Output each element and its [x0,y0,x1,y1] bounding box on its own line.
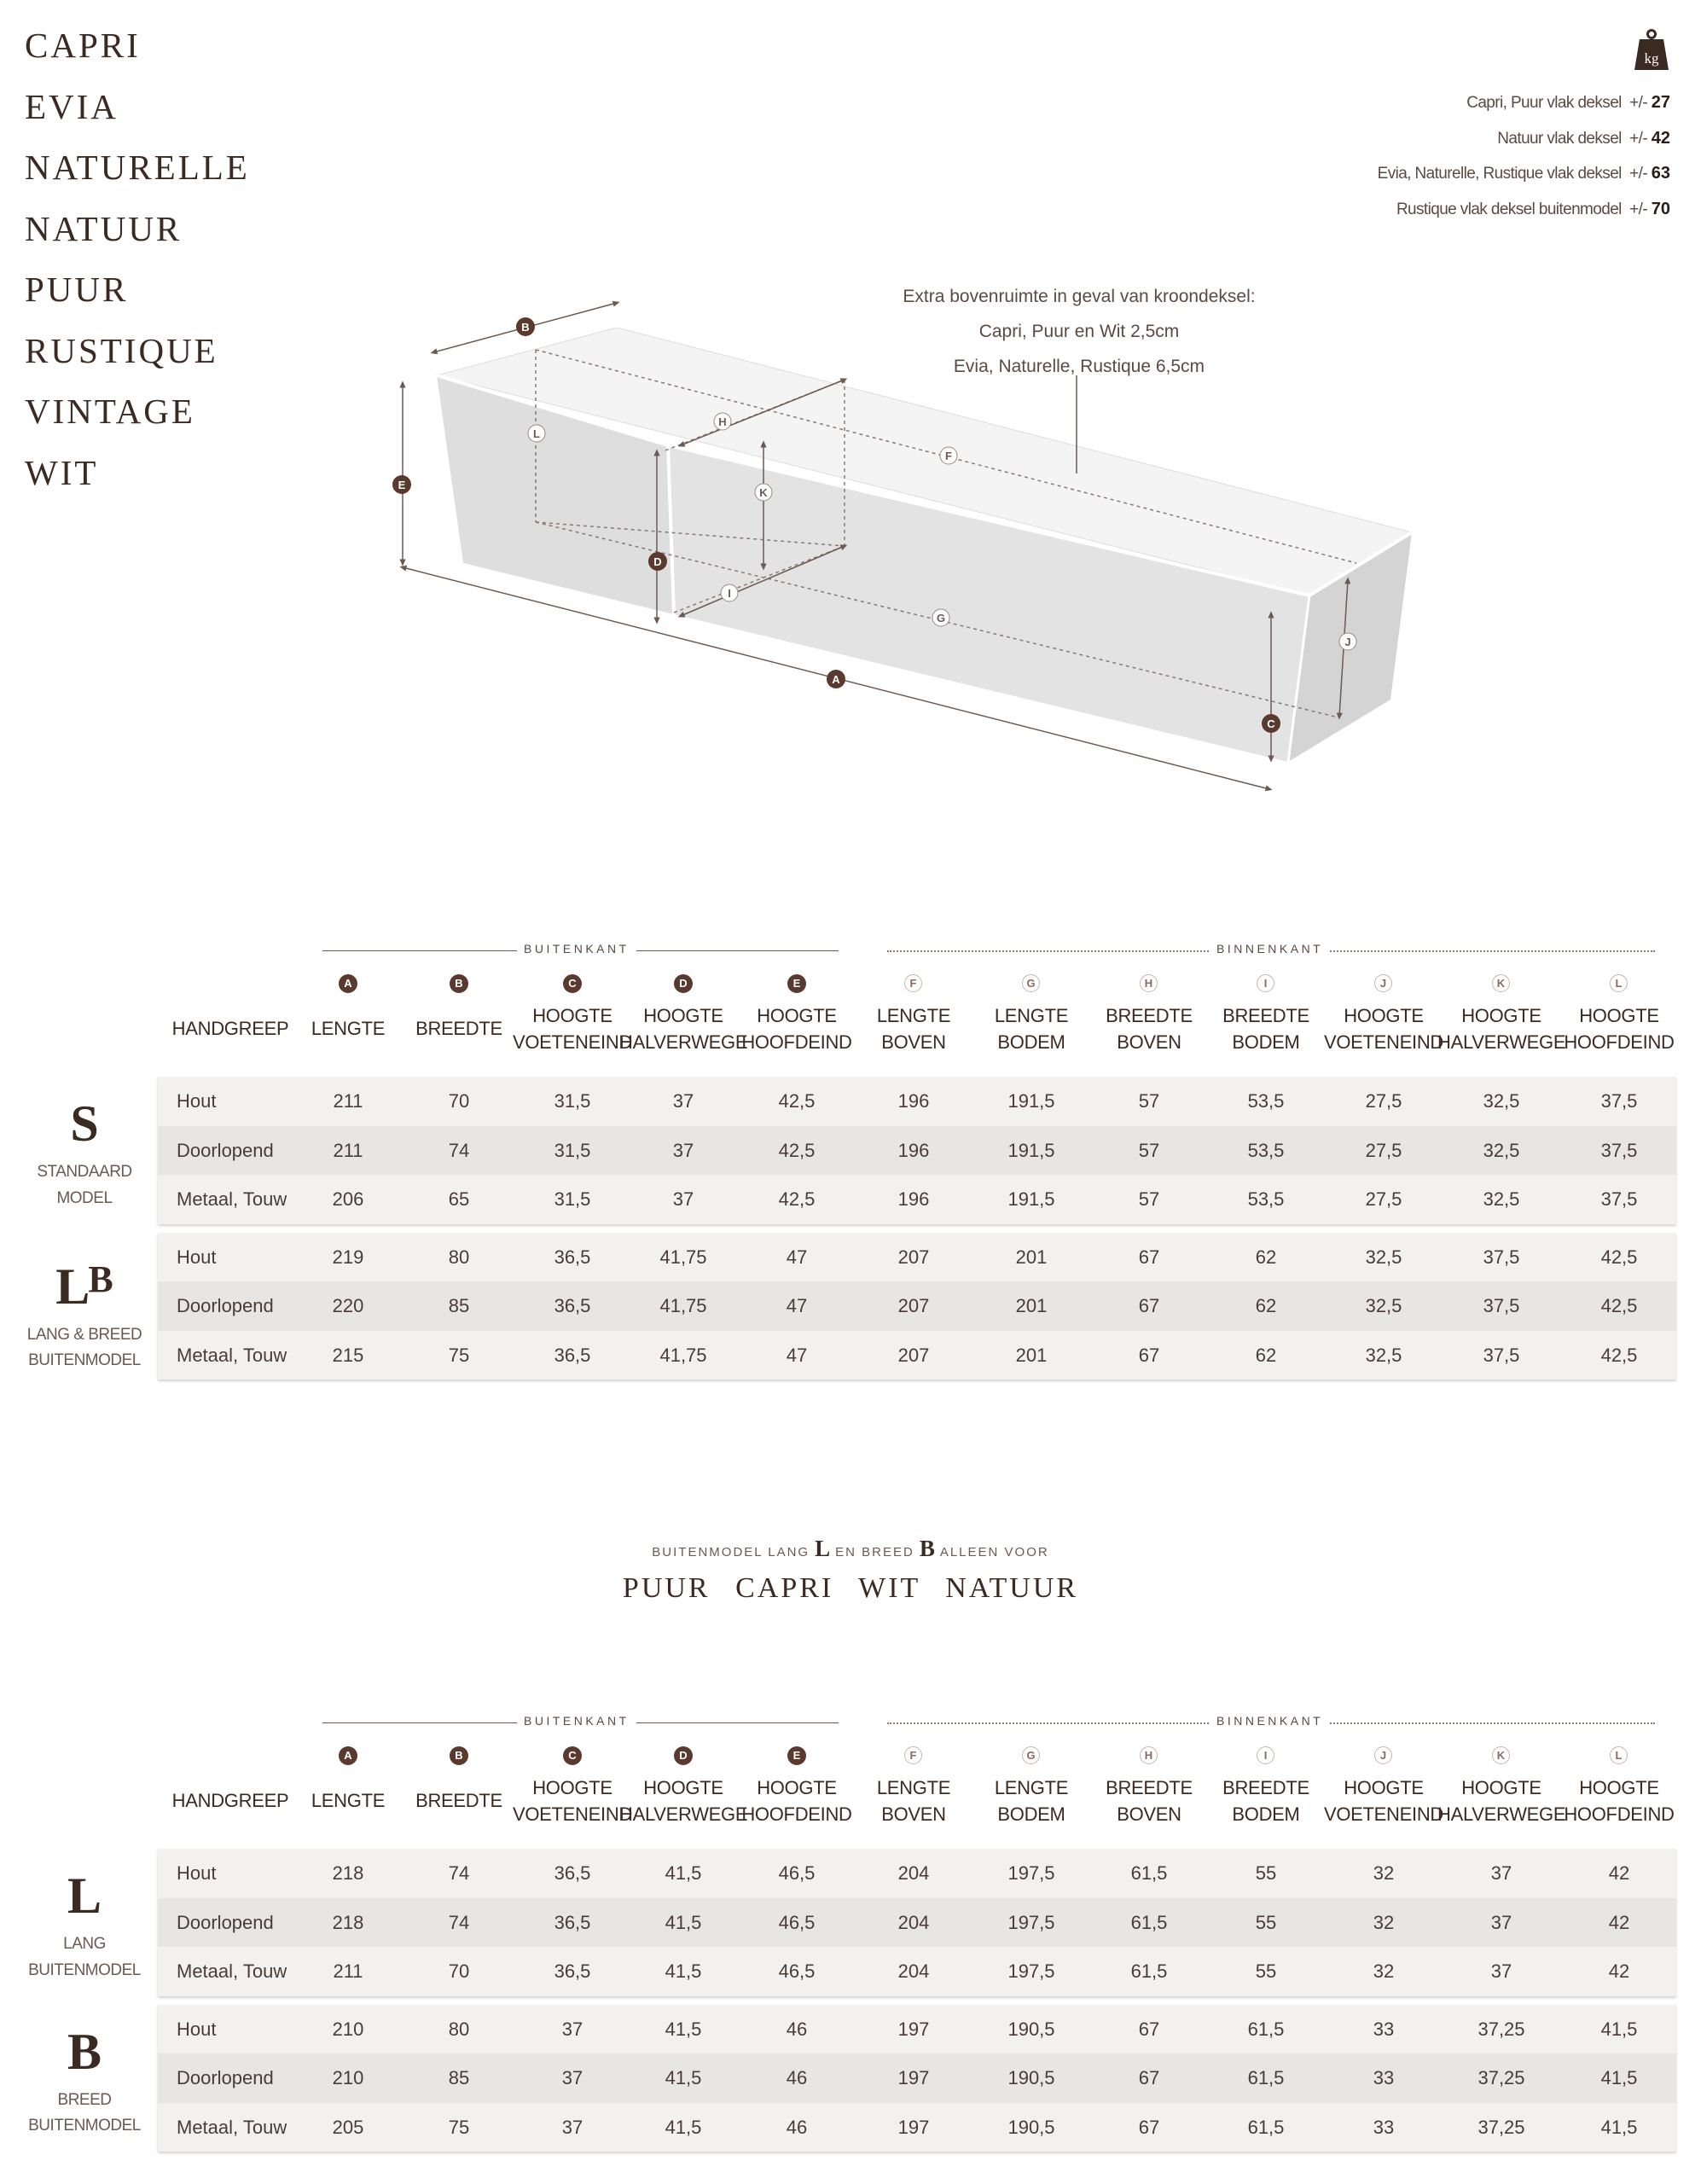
column-letter-badge: I [1257,974,1274,992]
table-row [158,2005,1676,2054]
column-letter-badge: C [563,1746,582,1765]
dimension-cell: 220 [332,1295,364,1316]
column-letter-badge: D [674,1746,693,1765]
column-letter-badge: H [1140,1746,1158,1764]
dimension-cell: 57 [1138,1188,1160,1210]
column-letter-badge: D [674,974,693,993]
dimension-cell: 37,5 [1600,1188,1638,1210]
dimension-cell: 46,5 [778,1911,816,1933]
size-code: L [67,1867,102,1924]
dimension-cell: 62 [1255,1344,1277,1366]
outer-group-label: BUITENKANT [517,942,636,956]
dimension-cell: 53,5 [1247,1139,1285,1161]
coffin-diagram [375,290,1433,802]
dimension-cell: 53,5 [1247,1090,1285,1112]
column-header: LENGTE BODEM [994,1777,1069,1825]
size-code: S [70,1095,99,1152]
column-letter-badge: A [339,1746,357,1765]
weight-row: Natuur vlak deksel +/- 42 [1497,128,1670,148]
size-model-label: B BREED BUITENMODEL [20,2026,148,2140]
handle-type-cell: Doorlopend [177,1911,274,1933]
model-list [25,15,250,503]
dimension-cell: 197,5 [1007,1911,1055,1933]
dimension-cell: 204 [897,1862,930,1884]
svg-text:E: E [398,479,406,491]
handle-type-cell: Metaal, Touw [177,1960,287,1982]
table-row-group [158,1077,1676,1224]
dimension-cell: 70 [448,1960,470,1982]
dimension-cell: 67 [1138,1344,1160,1366]
column-letter-badge: J [1374,1746,1392,1764]
dimension-cell: 36,5 [554,1862,591,1884]
column-header: BREEDTE BOVEN [1106,1005,1193,1053]
dimension-cell: 85 [448,2067,470,2088]
column-header: HOOGTE HOOFDEIND [1564,1005,1675,1053]
diagram-label-g [932,609,949,626]
column-header: LENGTE [311,1790,386,1811]
dimension-cell: 218 [332,1911,364,1933]
dimension-cell: 32 [1373,1911,1395,1933]
weight-kg-icon [1633,29,1670,72]
table-row [158,2103,1676,2152]
dimension-cell: 42,5 [1600,1246,1638,1268]
dimension-cell: 36,5 [554,1344,591,1366]
dimension-cell: 53,5 [1247,1188,1285,1210]
column-letter-badge: B [450,1746,468,1765]
dimension-cell: 207 [897,1295,930,1316]
kg-label: kg [1644,50,1659,67]
dimension-cell: 215 [332,1344,364,1366]
dimension-cell: 196 [897,1139,930,1161]
dimension-cell: 55 [1255,1911,1277,1933]
dimension-cell: 31,5 [554,1139,591,1161]
column-letter-badge: I [1257,1746,1274,1764]
dimension-cell: 37 [561,2116,583,2138]
handle-type-cell: Doorlopend [177,1139,274,1161]
table-row-group [158,2005,1676,2152]
diagram-label-c [1262,714,1280,733]
dimension-cell: 47 [786,1246,808,1268]
dimension-cell: 61,5 [1130,1911,1168,1933]
dimension-cell: 207 [897,1344,930,1366]
column-header: HOOGTE HALVERWEGE [619,1777,748,1825]
column-letter-badge: K [1492,1746,1510,1764]
dimension-cell: 67 [1138,1246,1160,1268]
dimension-cell: 36,5 [554,1960,591,1982]
column-letter-badge: L [1610,1746,1628,1764]
dimension-cell: 201 [1015,1246,1048,1268]
dimension-cell: 75 [448,2116,470,2138]
dimension-cell: 57 [1138,1139,1160,1161]
column-letter-badge: E [787,1746,806,1765]
dimension-cell: 41,5 [665,1960,702,1982]
dimension-cell: 33 [1373,2067,1395,2088]
dimension-cell: 37 [1490,1911,1512,1933]
dimension-cell: 204 [897,1911,930,1933]
column-header: HOOGTE VOETENEIND [512,1777,633,1825]
dimension-cell: 191,5 [1007,1139,1055,1161]
model-name: CAPRI [25,26,141,65]
table-row [158,1077,1676,1126]
table-row [158,1281,1676,1331]
dimension-cell: 41,5 [665,1862,702,1884]
dimension-cell: 41,5 [665,1911,702,1933]
dimension-cell: 75 [448,1344,470,1366]
dimension-cell: 206 [332,1188,364,1210]
dimension-cell: 197 [897,2116,930,2138]
dimension-cell: 65 [448,1188,470,1210]
dimension-cell: 190,5 [1007,2067,1055,2088]
column-letter-badge: E [787,974,806,993]
diagram-label-a [827,670,845,688]
svg-text:I: I [728,587,731,600]
dimension-cell: 207 [897,1246,930,1268]
size-model-label: $L^B$ LANG & BREED BUITENMODEL [20,1254,148,1374]
dimension-cell: 70 [448,1090,470,1112]
column-header: LENGTE BOVEN [876,1005,951,1053]
dimension-cell: 61,5 [1247,2116,1285,2138]
column-header: HOOGTE HALVERWEGE [1437,1005,1566,1053]
dimension-cell: 204 [897,1960,930,1982]
svg-text:H: H [718,415,727,428]
column-header: HOOGTE HOOFDEIND [1564,1777,1675,1825]
dimension-cell: 197 [897,2018,930,2040]
handle-type-cell: Metaal, Touw [177,1344,287,1366]
dimension-cell: 211 [333,1960,363,1982]
dimension-cell: 36,5 [554,1911,591,1933]
dimension-cell: 47 [786,1295,808,1316]
dimension-cell: 201 [1015,1295,1048,1316]
dimension-cell: 32,5 [1365,1344,1402,1366]
dimension-cell: 37,5 [1483,1246,1520,1268]
dimension-cell: 37 [1490,1862,1512,1884]
dimension-cell: 210 [332,2067,364,2088]
dimension-cell: 32 [1373,1862,1395,1884]
column-letter-badge: F [904,1746,922,1764]
model-name: NATUUR [25,208,183,248]
dimension-cell: 42,5 [778,1090,816,1112]
dimension-cell: 210 [332,2018,364,2040]
column-header: LENGTE BOVEN [876,1777,951,1825]
dimension-cell: 191,5 [1007,1090,1055,1112]
table-row [158,1233,1676,1282]
dimension-cell: 42 [1608,1862,1630,1884]
model-name: NATURELLE [25,148,250,187]
column-letter-badge: K [1492,974,1510,992]
column-letter-badge: J [1374,974,1392,992]
dimension-cell: 197,5 [1007,1960,1055,1982]
table-row [158,2053,1676,2103]
dimension-cell: 61,5 [1247,2018,1285,2040]
dimension-cell: 42 [1608,1960,1630,1982]
column-header: HOOGTE HOOFDEIND [741,1777,852,1825]
svg-text:L: L [533,427,540,440]
dimension-cell: 80 [448,2018,470,2040]
svg-text:K: K [759,486,768,499]
dimension-cell: 61,5 [1130,1960,1168,1982]
column-header: BREEDTE BODEM [1222,1777,1309,1825]
column-letter-badge: B [450,974,468,993]
diagram-label-l [528,425,545,442]
dimension-cell: 41,5 [1600,2018,1638,2040]
svg-text:A: A [832,673,840,686]
diagram-label-k [755,484,772,501]
dimension-cell: 190,5 [1007,2116,1055,2138]
inner-group-label: BINNENKANT [1210,1714,1330,1728]
table-row-group [158,1849,1676,1996]
dimension-cell: 46 [786,2067,808,2088]
dimension-cell: 27,5 [1365,1090,1402,1112]
dimension-cell: 67 [1138,2018,1160,2040]
dimension-cell: 33 [1373,2116,1395,2138]
dimension-cell: 37,5 [1600,1090,1638,1112]
dimension-cell: 37 [672,1139,694,1161]
dimension-cell: 42,5 [1600,1344,1638,1366]
size-model-label: L LANG BUITENMODEL [20,1870,148,1984]
dimension-cell: 37,5 [1483,1295,1520,1316]
dimension-cell: 46,5 [778,1862,816,1884]
column-header: HOOGTE VOETENEIND [1323,1777,1444,1825]
dimension-cell: 191,5 [1007,1188,1055,1210]
dimension-cell: 211 [333,1090,363,1112]
column-header: HOOGTE VOETENEIND [512,1005,633,1053]
column-header: HOOGTE HALVERWEGE [619,1005,748,1053]
dimension-cell: 32,5 [1483,1188,1520,1210]
dimension-cell: 37,25 [1477,2018,1525,2040]
column-letter-badge: G [1022,974,1040,992]
dimension-cell: 37 [672,1188,694,1210]
svg-text:F: F [945,450,952,462]
model-name: PUUR [25,270,129,309]
column-header: LENGTE BODEM [994,1005,1069,1053]
dimension-cell: 37,25 [1477,2067,1525,2088]
dimension-cell: 27,5 [1365,1188,1402,1210]
outer-group-label: BUITENKANT [517,1714,636,1728]
dimension-cell: 201 [1015,1344,1048,1366]
column-header: HOOGTE HOOFDEIND [741,1005,852,1053]
dimension-cell: 46 [786,2018,808,2040]
diagram-label-d [648,552,667,571]
dimension-cell: 37 [561,2018,583,2040]
dimension-cell: 197 [897,2067,930,2088]
table-row-group [158,1233,1676,1380]
svg-text:D: D [653,555,662,568]
diagram-label-i [721,584,738,601]
dimension-cell: 57 [1138,1090,1160,1112]
model-name: RUSTIQUE [25,330,218,370]
dimension-cell: 47 [786,1344,808,1366]
dimension-cell: 61,5 [1247,2067,1285,2088]
dimension-cell: 211 [333,1139,363,1161]
dimension-cell: 36,5 [554,1246,591,1268]
dimension-cell: 62 [1255,1246,1277,1268]
diagram-label-h [714,413,731,430]
dimension-cell: 36,5 [554,1295,591,1316]
table-row [158,1849,1676,1898]
dimension-cell: 42 [1608,1911,1630,1933]
dimension-cell: 42,5 [778,1188,816,1210]
column-header: BREEDTE BODEM [1222,1005,1309,1053]
dimension-cell: 74 [448,1911,470,1933]
diagram-label-f [940,447,957,464]
column-letter-badge: H [1140,974,1158,992]
crown-lid-note: Extra bovenruimte in geval van kroondeksel: Capri, Puur en Wit 2,5cm Evia, Naturelle, Rustique 6,5cm [903,287,1256,376]
dimension-cell: 41,5 [665,2116,702,2138]
inner-group-label: BINNENKANT [1210,942,1330,956]
buitenmodel-note: BUITENMODEL LANG L EN BREED B ALLEEN VOOR PUUR CAPRI WIT NATUUR [0,1536,1701,1605]
column-header: LENGTE [311,1018,386,1039]
dimension-cell: 85 [448,1295,470,1316]
handle-type-cell: Hout [177,1090,217,1112]
dimension-cell: 219 [332,1246,364,1268]
dimension-cell: 190,5 [1007,2018,1055,2040]
table-row [158,1898,1676,1948]
column-letter-badge: A [339,974,357,993]
dimension-cell: 33 [1373,2018,1395,2040]
dimension-cell: 61,5 [1130,1862,1168,1884]
table-row [158,1947,1676,1996]
handle-type-cell: Doorlopend [177,2067,274,2088]
dimension-cell: 41,75 [659,1246,707,1268]
buitenmodel-models: PUUR CAPRI WIT NATUUR [622,1572,1079,1604]
dimension-cell: 62 [1255,1295,1277,1316]
dimension-cell: 80 [448,1246,470,1268]
dimension-cell: 42,5 [778,1139,816,1161]
dimension-cell: 41,75 [659,1295,707,1316]
handle-type-cell: Doorlopend [177,1295,274,1316]
dimension-cell: 37,25 [1477,2116,1525,2138]
column-header: BREEDTE BOVEN [1106,1777,1193,1825]
dimension-cell: 196 [897,1090,930,1112]
dimension-cell: 27,5 [1365,1139,1402,1161]
dimension-cell: 41,5 [665,2067,702,2088]
size-model-label: S STANDAARD MODEL [20,1098,148,1211]
size-code: $L^B$ [55,1258,113,1315]
column-header: BREEDTE [415,1018,502,1039]
dimension-cell: 218 [332,1862,364,1884]
dimension-cell: 74 [448,1139,470,1161]
svg-text:J: J [1344,636,1351,648]
dimension-cell: 32 [1373,1960,1395,1982]
dimension-cell: 46 [786,2116,808,2138]
column-letter-badge: C [563,974,582,993]
table-row [158,1331,1676,1380]
handle-type-cell: Hout [177,2018,217,2040]
weight-row: Rustique vlak deksel buitenmodel +/- 70 [1396,199,1670,218]
header-handgreep: HANDGREEP [171,1790,289,1811]
diagram-label-j [1339,633,1356,650]
handle-type-cell: Metaal, Touw [177,2116,287,2138]
dimension-cell: 74 [448,1862,470,1884]
dimension-cell: 55 [1255,1862,1277,1884]
dimension-cell: 197,5 [1007,1862,1055,1884]
dimension-cell: 37 [672,1090,694,1112]
handle-type-cell: Metaal, Touw [177,1188,287,1210]
dimension-cell: 55 [1255,1960,1277,1982]
dimension-cell: 31,5 [554,1188,591,1210]
diagram-label-e [392,475,411,494]
column-header: BREEDTE [415,1790,502,1811]
model-name: WIT [25,452,99,492]
table-row [158,1126,1676,1176]
diagram-label-b [516,317,535,336]
column-letter-badge: L [1610,974,1628,992]
header-handgreep: HANDGREEP [171,1018,289,1039]
dimension-cell: 196 [897,1188,930,1210]
column-header: HOOGTE HALVERWEGE [1437,1777,1566,1825]
dimension-cell: 32,5 [1365,1246,1402,1268]
dimension-cell: 67 [1138,1295,1160,1316]
dimension-cell: 37,5 [1600,1139,1638,1161]
column-letter-badge: G [1022,1746,1040,1764]
model-name: VINTAGE [25,392,195,431]
dimension-cell: 32,5 [1483,1090,1520,1112]
dimension-cell: 205 [332,2116,364,2138]
dimension-cell: 41,5 [1600,2116,1638,2138]
size-code: B [67,2023,102,2080]
dimension-cell: 37 [1490,1960,1512,1982]
svg-text:G: G [936,612,946,624]
dimension-cell: 37 [561,2067,583,2088]
svg-text:C: C [1267,717,1275,730]
dimension-cell: 32,5 [1365,1295,1402,1316]
model-name: EVIA [25,86,119,126]
dimension-cell: 67 [1138,2116,1160,2138]
handle-type-cell: Hout [177,1246,217,1268]
handle-type-cell: Hout [177,1862,217,1884]
weight-list [1378,29,1670,227]
dimension-cell: 67 [1138,2067,1160,2088]
svg-text:B: B [521,321,530,334]
column-letter-badge: F [904,974,922,992]
weight-row: Evia, Naturelle, Rustique vlak deksel +/- 63 [1377,164,1670,183]
dimension-cell: 46,5 [778,1960,816,1982]
dimension-cell: 32,5 [1483,1139,1520,1161]
dimension-cell: 41,5 [665,2018,702,2040]
dimension-cell: 41,5 [1600,2067,1638,2088]
dimension-cell: 41,75 [659,1344,707,1366]
weight-row: Capri, Puur vlak deksel +/- 27 [1466,93,1670,112]
table-row [158,1175,1676,1224]
dimension-cell: 31,5 [554,1090,591,1112]
column-header: HOOGTE VOETENEIND [1323,1005,1444,1053]
dimension-cell: 42,5 [1600,1295,1638,1316]
dimension-cell: 37,5 [1483,1344,1520,1366]
